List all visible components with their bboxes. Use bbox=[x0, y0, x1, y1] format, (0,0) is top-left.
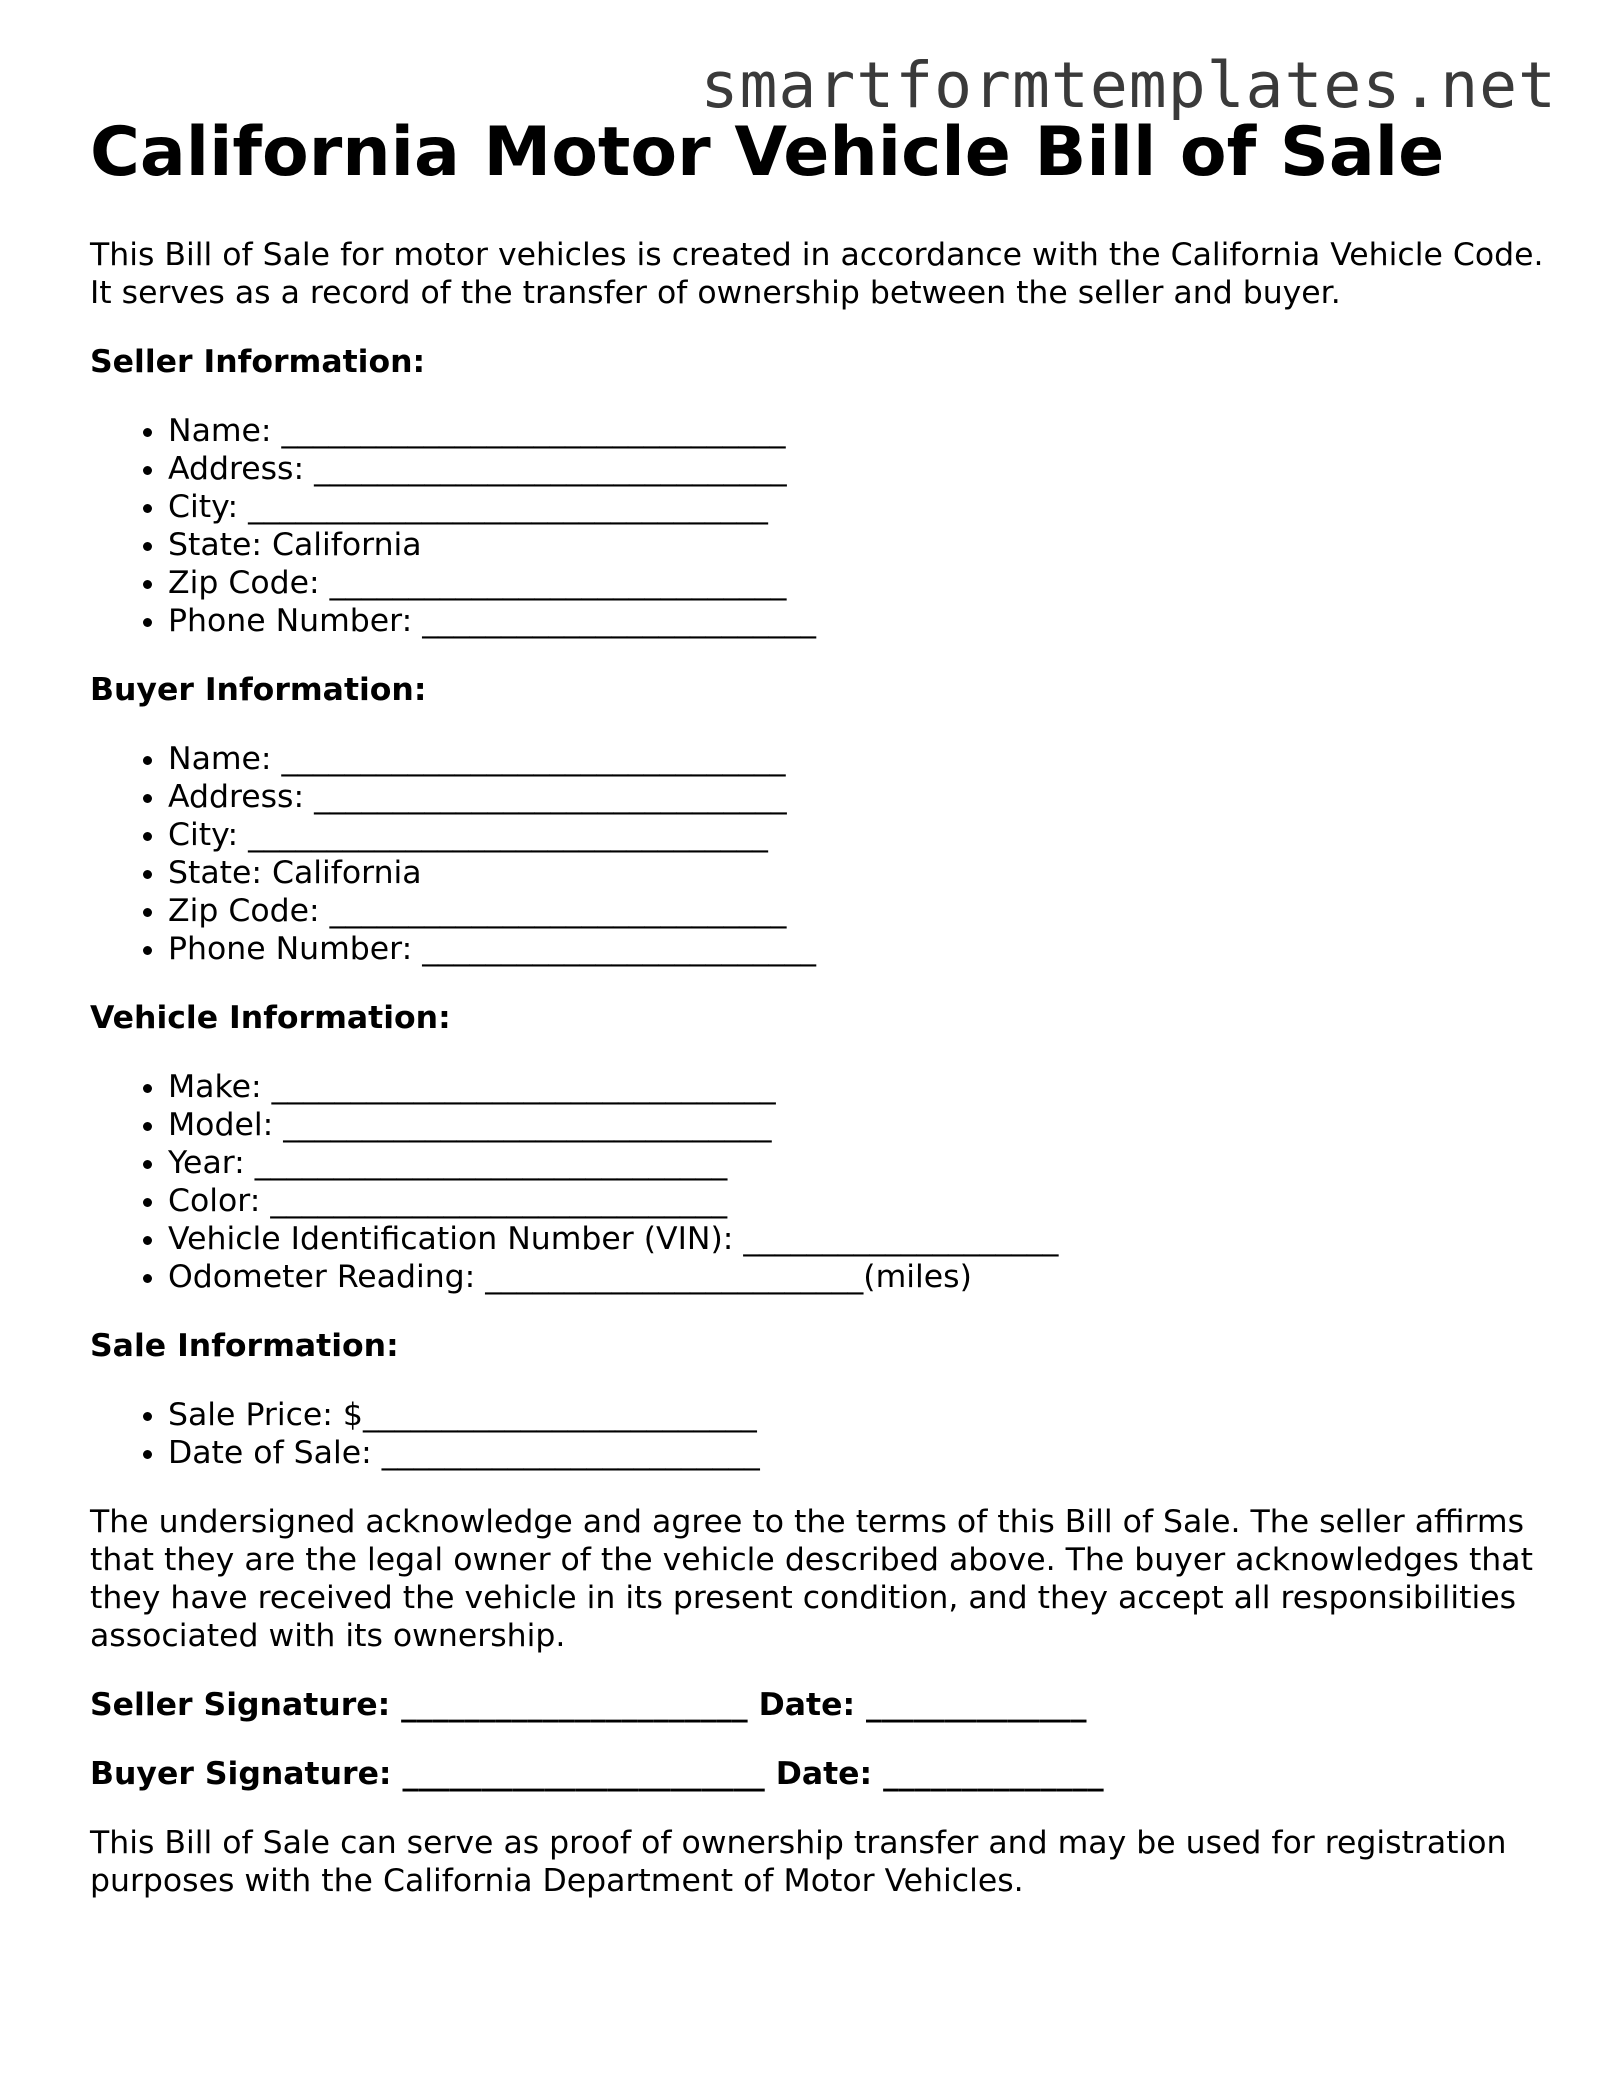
buyer-heading: Buyer Information: bbox=[90, 672, 427, 708]
buyer-zip-field[interactable]: • Zip Code: _____________________________ bbox=[168, 892, 1550, 930]
buyer-signature-line[interactable]: Buyer Signature: _______________________ Date: ______________ bbox=[90, 1756, 1104, 1792]
document-body bbox=[90, 108, 1550, 1900]
seller-zip-field[interactable]: • Zip Code: _____________________________ bbox=[168, 564, 1550, 602]
acknowledgement-paragraph: The undersigned acknowledge and agree to the terms of this Bill of Sale. The seller affirms that they are the legal owner of the vehicle described above. The buyer acknowledges that they have received the vehicle in its present condition, and they accept all responsibilities associated with its ownership. bbox=[90, 1504, 1533, 1654]
buyer-city-field[interactable]: • City: _________________________________ bbox=[168, 816, 1550, 854]
sale-price-field[interactable]: • Sale Price: $_________________________ bbox=[168, 1396, 1550, 1434]
buyer-state-field: • State: California bbox=[168, 854, 1550, 892]
vehicle-heading: Vehicle Information: bbox=[90, 1000, 451, 1036]
sale-heading: Sale Information: bbox=[90, 1328, 399, 1364]
seller-state-field: • State: California bbox=[168, 526, 1550, 564]
vehicle-year-field[interactable]: • Year: ______________________________ bbox=[168, 1144, 1550, 1182]
document-title: California Motor Vehicle Bill of Sale bbox=[90, 113, 1445, 192]
buyer-field-list bbox=[90, 740, 1550, 968]
closing-paragraph: This Bill of Sale can serve as proof of ownership transfer and may be used for registration purposes with the California Department of Motor Vehicles. bbox=[90, 1825, 1507, 1899]
buyer-address-field[interactable]: • Address: ______________________________ bbox=[168, 778, 1550, 816]
seller-city-field[interactable]: • City: _________________________________ bbox=[168, 488, 1550, 526]
seller-field-list bbox=[90, 412, 1550, 640]
buyer-name-field[interactable]: • Name: ________________________________ bbox=[168, 740, 1550, 778]
vehicle-model-field[interactable]: • Model: _______________________________ bbox=[168, 1106, 1550, 1144]
vehicle-vin-field[interactable]: • Vehicle Identification Number (VIN): ____________________ bbox=[168, 1220, 1550, 1258]
sale-field-list bbox=[90, 1396, 1550, 1472]
vehicle-odometer-field[interactable]: • Odometer Reading: ________________________(miles) bbox=[168, 1258, 1550, 1296]
intro-paragraph: This Bill of Sale for motor vehicles is created in accordance with the California Vehicle Code. It serves as a record of the transfer of ownership between the seller and buyer. bbox=[90, 237, 1544, 311]
seller-name-field[interactable]: • Name: ________________________________ bbox=[168, 412, 1550, 450]
buyer-phone-field[interactable]: • Phone Number: _________________________ bbox=[168, 930, 1550, 968]
seller-address-field[interactable]: • Address: ______________________________ bbox=[168, 450, 1550, 488]
vehicle-color-field[interactable]: • Color: _____________________________ bbox=[168, 1182, 1550, 1220]
watermark: smartformtemplates.net bbox=[700, 49, 1557, 122]
vehicle-make-field[interactable]: • Make: ________________________________ bbox=[168, 1068, 1550, 1106]
sale-date-field[interactable]: • Date of Sale: ________________________ bbox=[168, 1434, 1550, 1472]
vehicle-field-list bbox=[90, 1068, 1550, 1296]
seller-phone-field[interactable]: • Phone Number: _________________________ bbox=[168, 602, 1550, 640]
seller-heading: Seller Information: bbox=[90, 344, 426, 380]
seller-signature-line[interactable]: Seller Signature: ______________________ Date: ______________ bbox=[90, 1687, 1087, 1723]
